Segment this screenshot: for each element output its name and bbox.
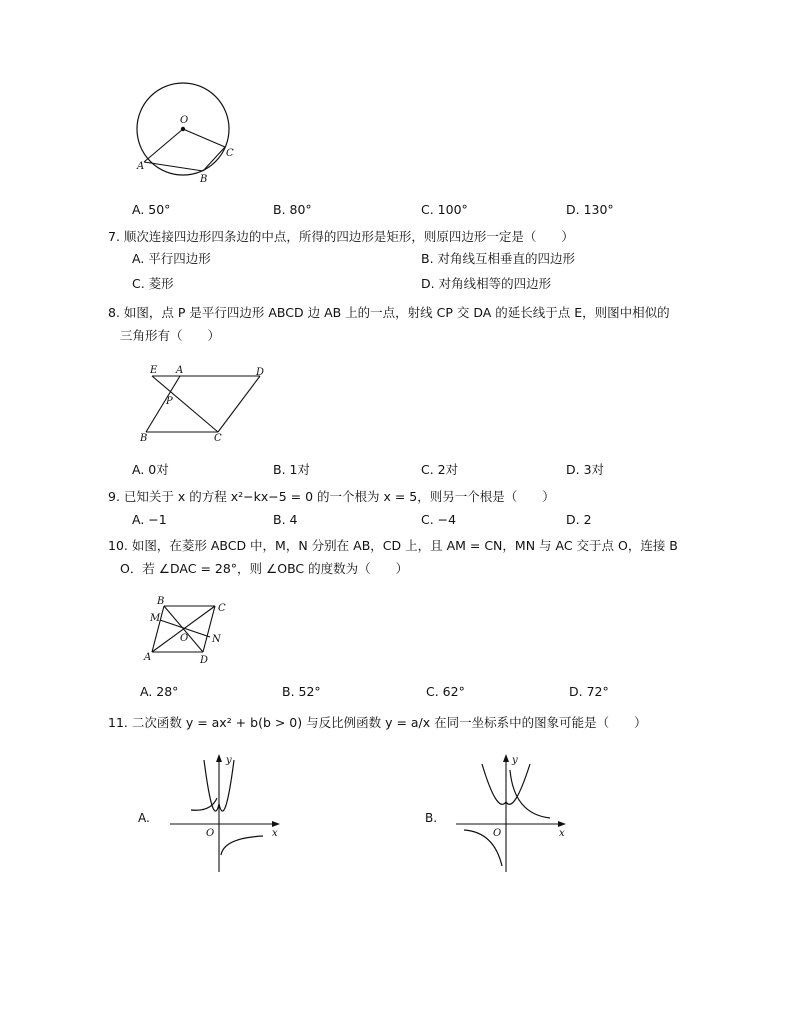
label-m: M (150, 613, 161, 624)
q8-option-d: D. 3对 (566, 462, 605, 477)
q8-option-c: C. 2对 (421, 462, 459, 477)
axis-label-x: x (559, 828, 565, 839)
label-c: C (214, 433, 222, 444)
q11-option-b-label: B. (425, 811, 438, 825)
label-c: C (218, 603, 226, 614)
q6-option-a: A. 50° (132, 202, 171, 217)
q10-stem-line1: 10. 如图，在菱形 ABCD 中，M，N 分别在 AB，CD 上，且 AM = CN，MN 与 AC 交于点 O，连接 B (108, 538, 678, 553)
origin-label: O (493, 828, 502, 839)
q8-stem-line1: 8. 如图，点 P 是平行四边形 ABCD 边 AB 上的一点，射线 CP 交 DA 的延长线于点 E，则图中相似的 (108, 305, 670, 320)
q6-option-d: D. 130° (566, 202, 614, 217)
q10-stem-line2: O．若 ∠DAC = 28°，则 ∠OBC 的度数为（ ） (120, 561, 409, 576)
q9-option-d: D. 2 (566, 512, 592, 527)
q7-option-b: B. 对角线互相垂直的四边形 (421, 251, 576, 266)
q10-option-b: B. 52° (282, 684, 321, 699)
q7-stem: 7. 顺次连接四边形四条边的中点，所得的四边形是矩形，则原四边形一定是（ ） (108, 229, 574, 244)
label-p: P (166, 396, 173, 407)
q6-option-c: C. 100° (421, 202, 468, 217)
q8-option-a: A. 0对 (132, 462, 169, 477)
label-b: B (140, 433, 148, 444)
axis-label-x: x (272, 828, 278, 839)
q9-stem: 9. 已知关于 x 的方程 x²−kx−5 = 0 的一个根为 x = 5，则另一个根是（ ） (108, 489, 555, 504)
label-o: O (180, 115, 189, 126)
label-a: A (144, 652, 152, 663)
q10-option-a: A. 28° (140, 684, 179, 699)
q8-stem-line2: 三角形有（ ） (120, 328, 221, 343)
label-n: N (212, 634, 221, 645)
q7-option-d: D. 对角线相等的四边形 (421, 276, 552, 291)
q6-option-b: B. 80° (273, 202, 312, 217)
q7-option-c: C. 菱形 (132, 276, 174, 291)
label-a: A (176, 365, 184, 376)
label-b: B (157, 596, 165, 607)
q8-option-b: B. 1对 (273, 462, 310, 477)
label-d: D (200, 655, 209, 666)
label-c: C (226, 148, 234, 159)
parallelogram-figure (138, 362, 278, 447)
rhombus-figure (140, 595, 240, 670)
q7-option-a: A. 平行四边形 (132, 251, 211, 266)
axis-label-y: y (226, 755, 232, 766)
q10-option-c: C. 62° (426, 684, 465, 699)
graph-option-a (168, 752, 288, 874)
q9-option-b: B. 4 (273, 512, 298, 527)
label-o: O (180, 633, 189, 644)
label-d: D (256, 367, 265, 378)
origin-label: O (206, 828, 215, 839)
label-e: E (150, 365, 158, 376)
circle-figure (130, 82, 240, 187)
q10-option-d: D. 72° (569, 684, 609, 699)
q11-option-a-label: A. (138, 811, 150, 825)
q9-option-c: C. −4 (421, 512, 457, 527)
q9-option-a: A. −1 (132, 512, 167, 527)
axis-label-y: y (512, 755, 518, 766)
label-b: B (200, 174, 208, 185)
graph-option-b (454, 752, 574, 874)
q11-stem: 11. 二次函数 y = ax² + b(b > 0) 与反比例函数 y = a/x 在同一坐标系中的图象可能是（ ） (108, 715, 647, 730)
label-a: A (137, 161, 145, 172)
